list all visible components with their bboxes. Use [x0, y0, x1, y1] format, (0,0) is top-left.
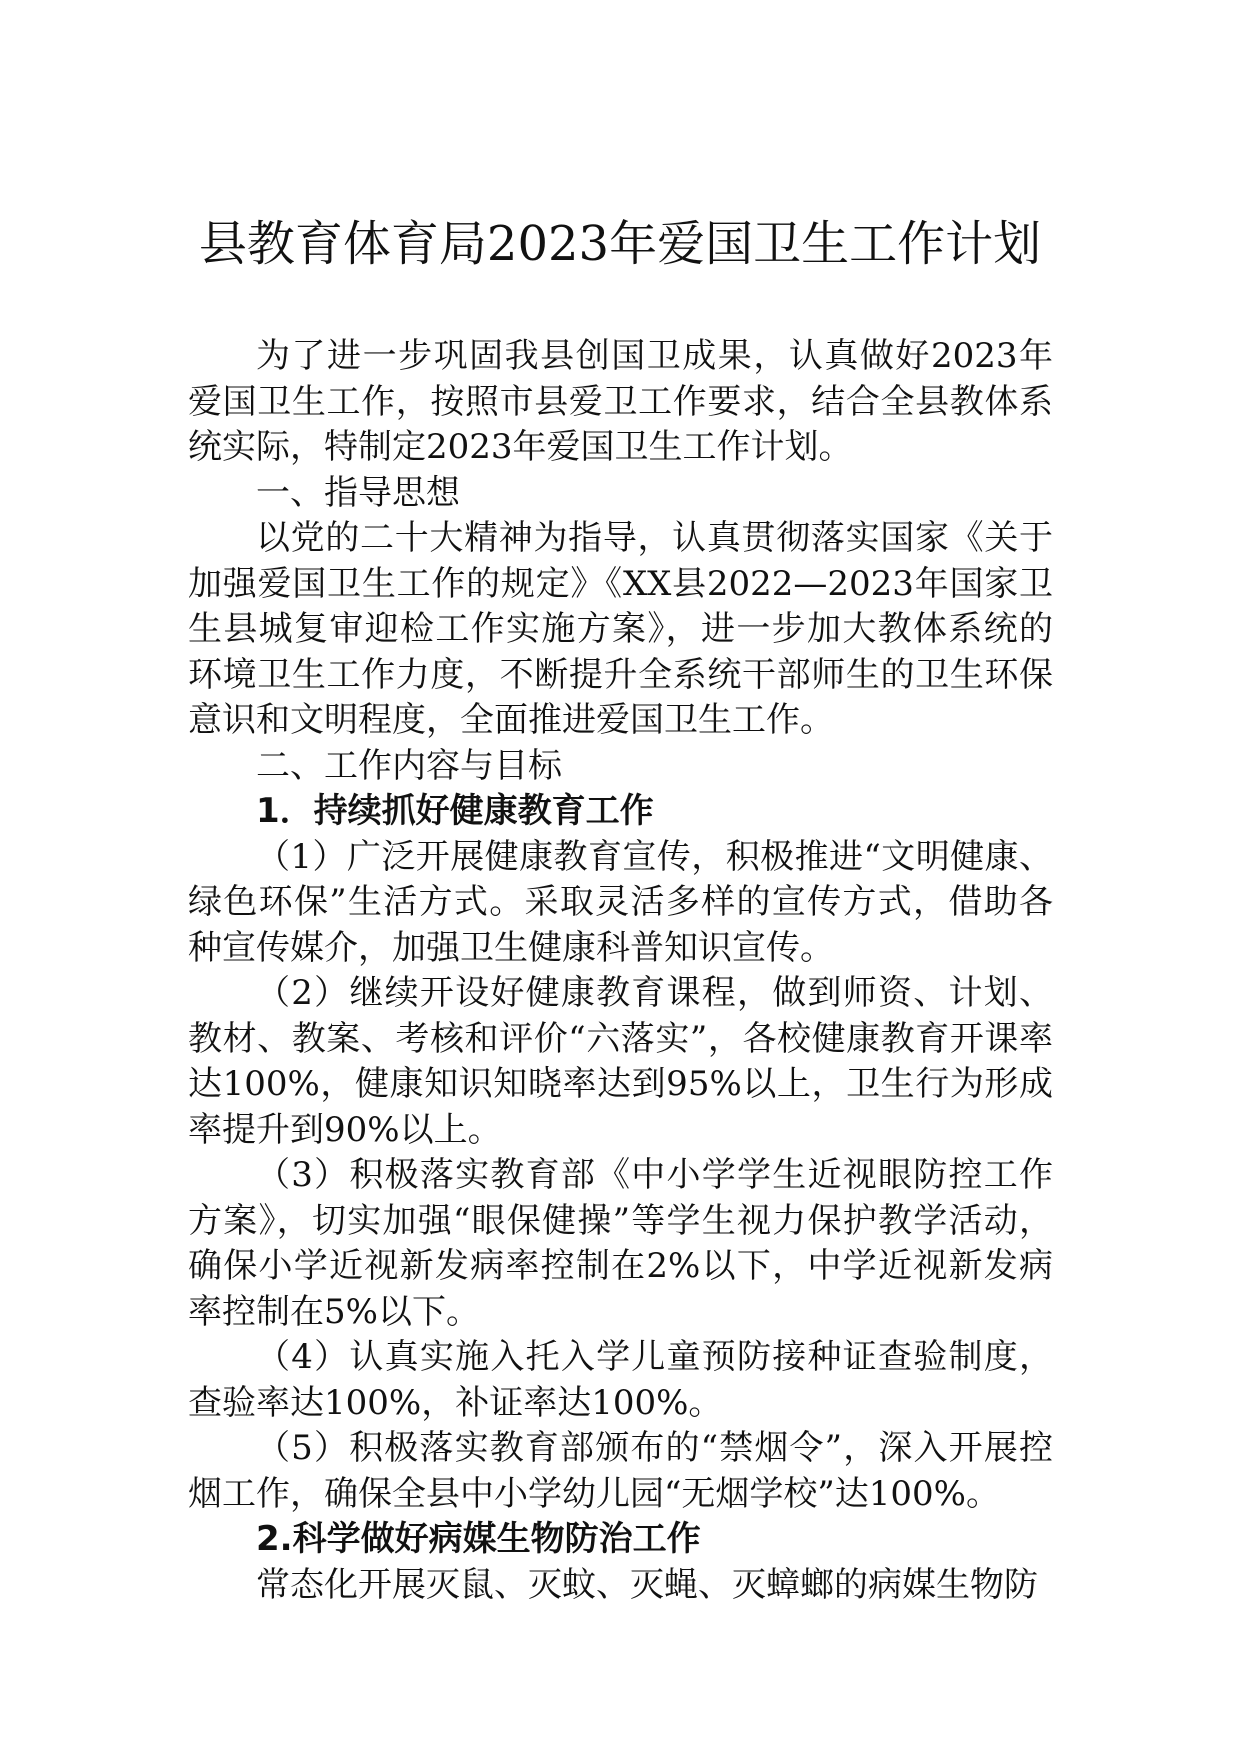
- list-item-4: （4）认真实施入托入学儿童预防接种证查验制度，查验率达100%，补证率达100%。: [188, 1337, 1053, 1423]
- section-1-paragraph: 以党的二十大精神为指导，认真贯彻落实国家《关于加强爱国卫生工作的规定》《XX县2022—2023年国家卫生县城复审迎检工作实施方案》，进一步加大教体系统的环境卫生工作力度，不断提升全系统干部师生的卫生环保意识和文明程度，全面推进爱国卫生工作。: [188, 518, 1053, 740]
- list-item-2: （2）继续开设好健康教育课程，做到师资、计划、教材、教案、考核和评价“六落实”，各校健康教育开课率达100%，健康知识知晓率达到95%以上，卫生行为形成率提升到90%以上。: [188, 973, 1053, 1150]
- list-item-1: （1）广泛开展健康教育宣传，积极推进“文明健康、绿色环保”生活方式。采取灵活多样的宣传方式，借助各种宣传媒介，加强卫生健康科普知识宣传。: [188, 836, 1053, 968]
- subsection-2-paragraph: 常态化开展灭鼠、灭蚊、灭蝇、灭蟑螂的病媒生物防: [256, 1564, 1038, 1605]
- subsection-1-heading: 1．持续抓好健康教育工作: [256, 791, 654, 831]
- intro-paragraph: 为了进一步巩固我县创国卫成果，认真做好2023年爱国卫生工作，按照市县爱卫工作要求，结合全县教体系统实际，特制定2023年爱国卫生工作计划。: [188, 336, 1053, 467]
- section-2-heading: 二、工作内容与目标: [256, 745, 562, 786]
- section-1-heading: 一、指导思想: [256, 472, 460, 513]
- document-title: 县教育体育局2023年爱国卫生工作计划: [198, 216, 1042, 272]
- list-item-5: （5）积极落实教育部颁布的“禁烟令”，深入开展控烟工作，确保全县中小学幼儿园“无烟学校”达100%。: [188, 1428, 1053, 1514]
- list-item-3: （3）积极落实教育部《中小学学生近视眼防控工作方案》，切实加强“眼保健操”等学生视力保护教学活动，确保小学近视新发病率控制在2%以下，中学近视新发病率控制在5%以下。: [188, 1155, 1053, 1332]
- subsection-2-heading: 2.科学做好病媒生物防治工作: [256, 1519, 701, 1559]
- document-body: [188, 334, 1053, 1608]
